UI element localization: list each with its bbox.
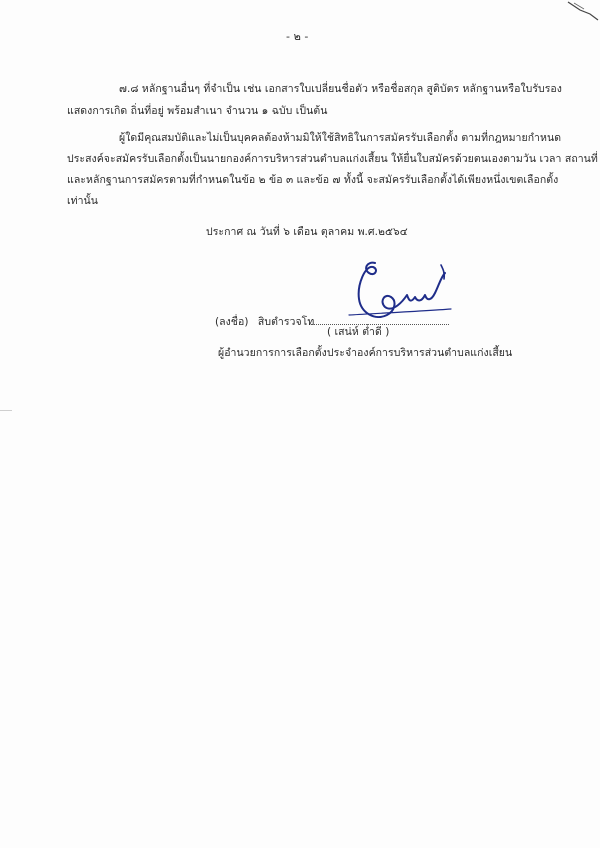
signer-rank: สิบตำรวจโท [257,316,315,328]
handwritten-signature [345,255,455,325]
signature-line [215,315,318,329]
printed-name: ( เสน่ห์ ต่ำดี ) [327,326,390,338]
item-7-8-line-1: ๗.๘ หลักฐานอื่นๆ ที่จำเป็น เช่น เอกสารใบเปลี่ยนชื่อตัว หรือชื่อสกุล สูติบัตร หลักฐานหรือใบรับรอง [119,83,562,95]
paper-edge-mark [0,410,12,411]
page-number: - ๒ - [286,30,309,43]
paragraph-line-2: ประสงค์จะสมัครรับเลือกตั้งเป็นนายกองค์การบริหารส่วนตำบลแก่งเสี้ยน ให้ยื่นใบสมัครด้วยตนเองตามวัน เวลา สถานที่ [67,153,598,165]
signed-label: (ลงชื่อ) [215,316,249,328]
signer-position: ผู้อำนวยการการเลือกตั้งประจำองค์การบริหารส่วนตำบลแก่งเสี้ยน [218,347,513,359]
paragraph-line-3: และหลักฐานการสมัครตามที่กำหนดในข้อ ๒ ข้อ ๓ และข้อ ๗ ทั้งนี้ จะสมัครรับเลือกตั้งได้เพียงหนึ่งเขตเลือกตั้ง [67,174,559,186]
announcement-date: ประกาศ ณ วันที่ ๖ เดือน ตุลาคม พ.ศ.๒๕๖๔ [206,226,408,238]
paragraph-line-4: เท่านั้น [67,195,99,207]
item-7-8-line-2: แสดงการเกิด ถิ่นที่อยู่ พร้อมสำเนา จำนวน ๑ ฉบับ เป็นต้น [67,105,328,117]
paragraph-line-1: ผู้ใดมีคุณสมบัติและไม่เป็นบุคคลต้องห้ามมิให้ใช้สิทธิในการสมัครรับเลือกตั้ง ตามที่กฎหมายกำหนด [119,132,562,144]
corner-scribble [560,0,600,22]
